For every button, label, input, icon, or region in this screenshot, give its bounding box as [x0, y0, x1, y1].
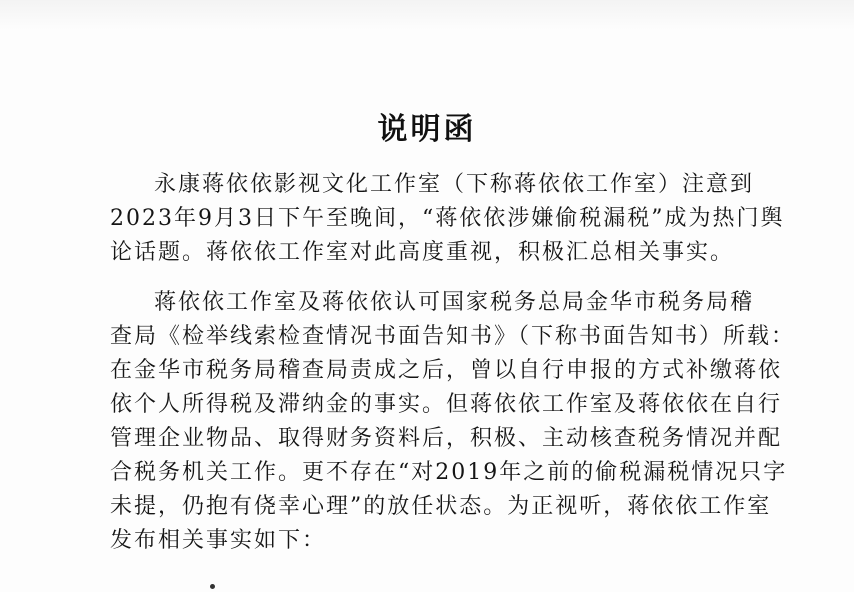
- paragraph-2-line: 依个人所得税及滞纳金的事实。但蒋依依工作室及蒋依依在自行: [110, 392, 783, 417]
- paragraph-2-line: 在金华市税务局稽查局责成之后，曾以自行申报的方式补缴蒋依: [110, 358, 783, 383]
- paragraph-1-line: 2023年9月3日下午至晚间，“蒋依依涉嫌偷税漏税”成为热门舆: [110, 206, 785, 231]
- scan-speck: [210, 584, 215, 589]
- paragraph-2-line: 查局《检举线索检查情况书面告知书》（下称书面告知书）所载：: [110, 324, 796, 349]
- document-title: 说明函: [377, 112, 477, 147]
- paragraph-1: [110, 168, 785, 270]
- scan-top-edge: [0, 0, 854, 30]
- paragraph-2-line: 蒋依依工作室及蒋依依认可国家税务总局金华市税务局稽: [154, 290, 755, 315]
- paragraph-2-line: 未提，仍抱有侥幸心理”的放任状态。为正视听，蒋依依工作室: [110, 494, 772, 519]
- paragraph-1-line: 永康蒋依依影视文化工作室（下称蒋依依工作室）注意到: [154, 172, 755, 197]
- paragraph-2-line: 合税务机关工作。更不存在“对2019年之前的偷税漏税情况只字: [110, 460, 788, 485]
- paragraph-1-line: 论话题。蒋依依工作室对此高度重视，积极汇总相关事实。: [110, 240, 735, 265]
- paragraph-2-line: 管理企业物品、取得财务资料后，积极、主动核查税务情况并配: [110, 426, 783, 451]
- paragraph-2-line: 发布相关事实如下：: [110, 528, 327, 553]
- paragraph-2: [110, 286, 796, 558]
